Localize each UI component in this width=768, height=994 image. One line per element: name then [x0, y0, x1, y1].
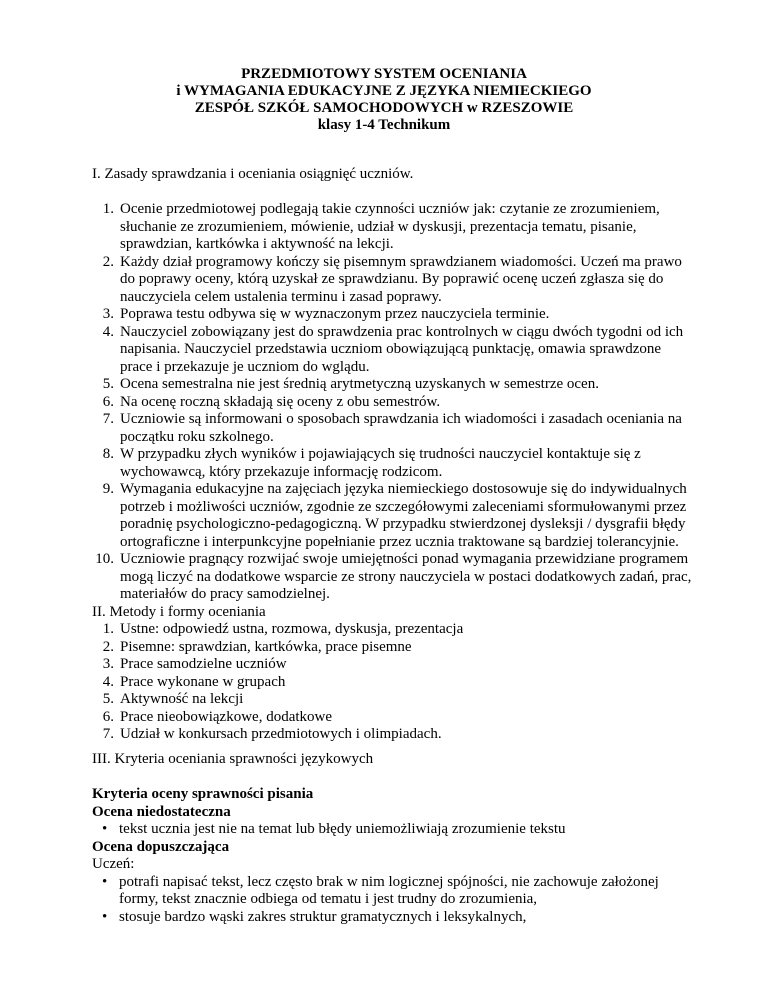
list-item-text: Wymagania edukacyjne na zajęciach języka niemieckiego dostosowuje się do indywidualnych potrzeb i możliwości uczniów, zgodnie ze szczegółowymi zaleceniami sformułowanymi przez poradnię psychologiczno-pedagogiczną. W przypadku stwierdzonej dysleksji / dysgrafii błędy ortograficzne i interpunkcyjne popełnianie przez ucznia traktowane są bardziej tolerancyjnie. [120, 481, 687, 550]
list-item-text: Prace wykonane w grupach [120, 673, 286, 690]
list-item-number: 1. [102, 621, 114, 637]
list-item-number: 5. [102, 376, 114, 392]
list-item [92, 324, 692, 377]
list-item-text: Nauczyciel zobowiązany jest do sprawdzenia prac kontrolnych w ciągu dwóch tygodni od ich napisania. Nauczyciel przedstawia uczniom obowiązującą punktację, omawia sprawdzone prace i przekazuje je uczniom do wglądu. [120, 323, 684, 375]
list-item [92, 726, 692, 744]
list-item [92, 621, 692, 639]
bullet-item [92, 909, 692, 927]
grade-insufficient-list [92, 821, 692, 839]
grade-sufficient-intro: Uczeń: [92, 856, 135, 872]
list-item-number: 2. [102, 638, 114, 655]
list-item-text: Uczniowie pragnący rozwijać swoje umiejętności ponad wymagania przewidziane programem mogą liczyć na dodatkowe wsparcie ze strony nauczyciela w postaci dodatkowych zadań, prac, materiałów do pracy samodzielnej. [120, 551, 692, 602]
section-1-heading: I. Zasady sprawdzania i oceniania osiągnięć uczniów. [92, 166, 414, 182]
list-item-text: Pisemne: sprawdzian, kartkówka, prace pisemne [120, 638, 412, 655]
list-item-text: W przypadku złych wyników i pojawiających się trudności nauczyciel kontaktuje się z wychowawcą, który przekazuje informację rodzicom. [120, 446, 641, 480]
list-item-number: 2. [102, 253, 114, 270]
list-item [92, 709, 692, 727]
header-title: PRZEDMIOTOWY SYSTEM OCENIANIA [241, 66, 527, 82]
list-item-text: Ocenie przedmiotowej podlegają takie czynności uczniów jak: czytanie ze zrozumieniem, słuchanie ze zrozumieniem, mówienie, udział w dyskusji, prezentacja tematu, pisanie, sprawdzian, kartkówka i aktywność na lekcji. [120, 201, 660, 252]
list-item-number: 7. [102, 726, 114, 742]
header-subtitle: i WYMAGANIA EDUKACYJNE Z JĘZYKA NIEMIECKIEGO [176, 83, 592, 99]
list-item-number: 1. [102, 201, 114, 217]
list-item [92, 691, 692, 709]
list-item [92, 674, 692, 692]
list-item [92, 656, 692, 674]
section-2-heading: II. Metody i formy oceniania [92, 604, 266, 620]
section-1-list [92, 201, 692, 604]
header-classes: klasy 1-4 Technikum [317, 117, 451, 133]
list-item-text: Każdy dział programowy kończy się pisemnym sprawdzianem wiadomości. Uczeń ma prawo do poprawy oceny, którą uzyskał ze sprawdzianu. By poprawić ocenę uczeń zgłasza się do nauczyciela celem ustalenia terminu i zasad poprawy. [120, 253, 682, 305]
list-item-text: Prace nieobowiązkowe, dodatkowe [120, 708, 333, 725]
bullet-text: tekst ucznia jest nie na temat lub błędy uniemożliwiają zrozumienie tekstu [119, 821, 566, 837]
list-item [92, 394, 692, 412]
bullet-text: potrafi napisać tekst, lecz często brak w nim logicznej spójności, nie zachowuje założonej formy, tekst znacznie odbiega od tematu i jest trudny do zrozumienia, [119, 873, 659, 907]
list-item [92, 551, 692, 604]
bullet-text: stosuje bardzo wąski zakres struktur gramatycznych i leksykalnych, [119, 908, 527, 925]
list-item [92, 254, 692, 307]
bullet-icon: • [102, 908, 108, 925]
list-item-text: Uczniowie są informowani o sposobach sprawdzania ich wiadomości i zasadach oceniania na początku roku szkolnego. [120, 411, 682, 445]
bullet-item [92, 821, 692, 839]
bullet-item [92, 874, 692, 909]
list-item-text: Udział w konkursach przedmiotowych i olimpiadach. [120, 726, 442, 742]
list-item-text: Prace samodzielne uczniów [120, 656, 287, 672]
writing-criteria [92, 786, 692, 926]
list-item-number: 6. [102, 708, 114, 725]
list-item-number: 3. [102, 306, 114, 322]
list-item-number: 9. [102, 481, 114, 497]
grade-insufficient-title: Ocena niedostateczna [92, 803, 231, 820]
criteria-title: Kryteria oceny sprawności pisania [92, 786, 314, 802]
list-item-text: Na ocenę roczną składają się oceny z obu semestrów. [120, 393, 441, 410]
section-2-list [92, 621, 692, 744]
list-item-text: Aktywność na lekcji [120, 691, 244, 707]
list-item-number: 4. [102, 323, 114, 340]
bullet-icon: • [102, 821, 108, 837]
list-item [92, 376, 692, 394]
list-item [92, 639, 692, 657]
list-item [92, 446, 692, 481]
list-item-number: 3. [102, 656, 114, 672]
list-item-number: 8. [102, 446, 114, 462]
list-item-number: 5. [102, 691, 114, 707]
grade-sufficient-title: Ocena dopuszczająca [92, 838, 230, 855]
grade-sufficient-list [92, 874, 692, 927]
list-item-text: Poprawa testu odbywa się w wyznaczonym przez nauczyciela terminie. [120, 306, 550, 322]
list-item-number: 4. [102, 673, 114, 690]
list-item-number: 6. [102, 393, 114, 410]
bullet-icon: • [102, 873, 108, 890]
list-item-text: Ustne: odpowiedź ustna, rozmowa, dyskusja, prezentacja [120, 621, 464, 637]
list-item [92, 306, 692, 324]
list-item [92, 201, 692, 254]
header-school: ZESPÓŁ SZKÓŁ SAMOCHODOWYCH w RZESZOWIE [194, 100, 574, 116]
list-item-text: Ocena semestralna nie jest średnią arytmetyczną uzyskanych w semestrze ocen. [120, 376, 599, 392]
list-item [92, 481, 692, 551]
list-item-number: 7. [102, 411, 114, 427]
document-header [0, 66, 768, 134]
section-3-heading: III. Kryteria oceniania sprawności językowych [92, 751, 374, 767]
list-item [92, 411, 692, 446]
list-item-number: 10. [95, 551, 114, 567]
